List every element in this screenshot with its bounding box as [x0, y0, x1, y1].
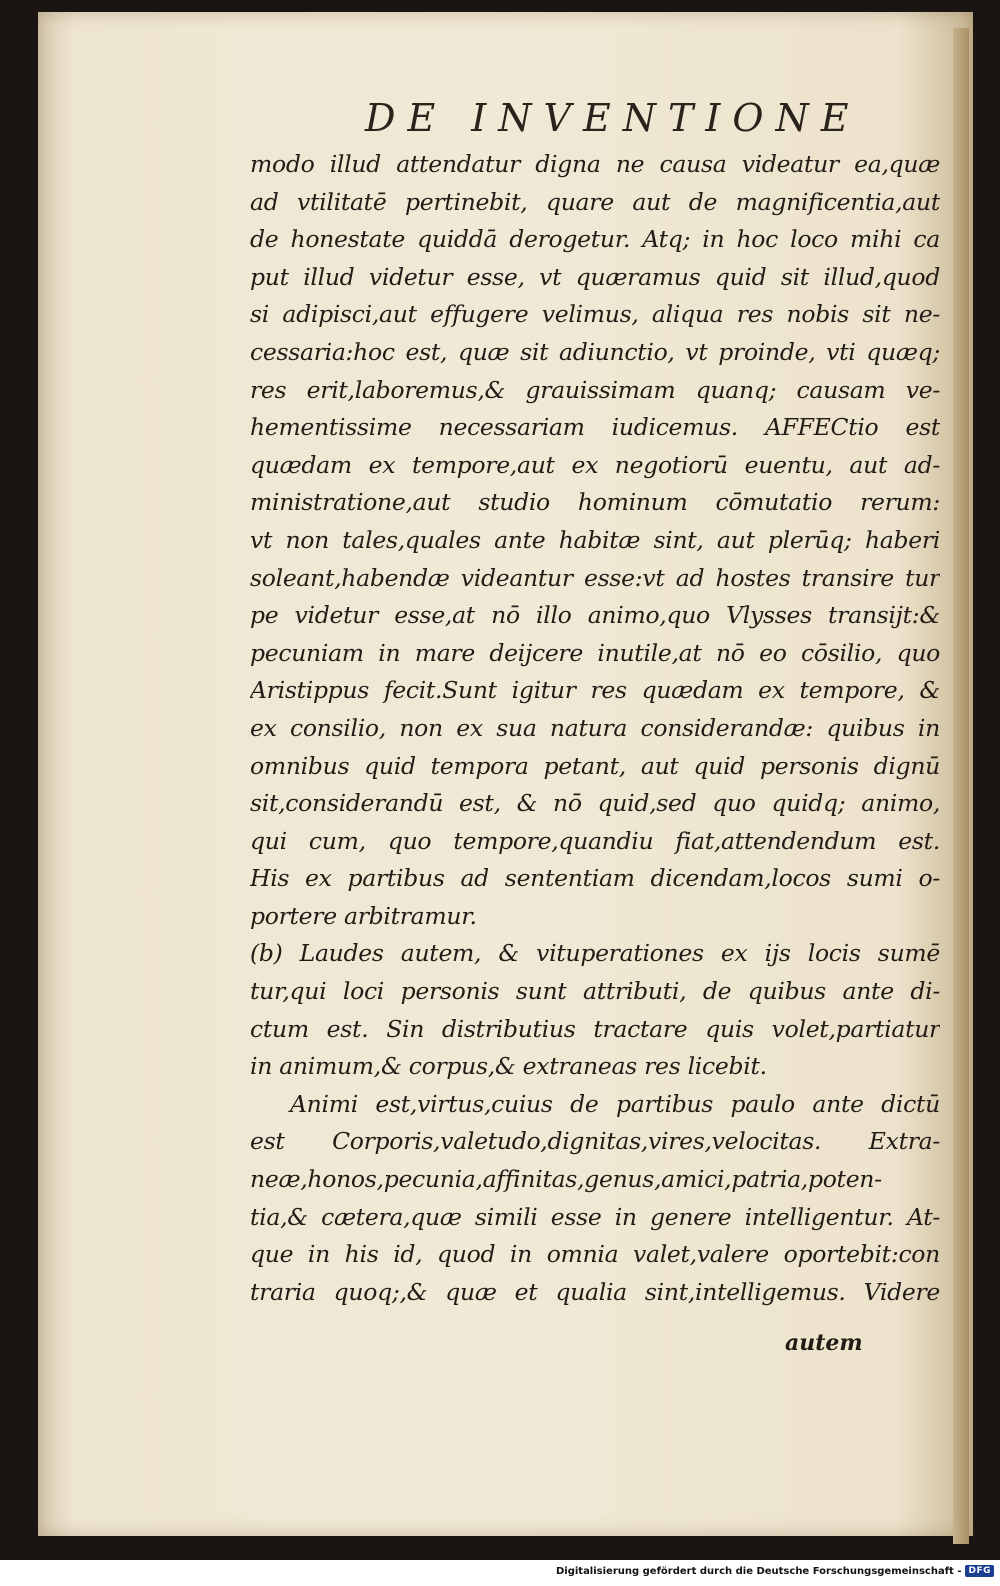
text-line: portere arbitramur. — [250, 901, 477, 930]
text-line: res erit,laboremus,& grauissimam quanq; causam ve- — [250, 375, 940, 404]
text-line: hementissime necessariam iudicemus. AFFECtio est — [250, 413, 940, 442]
text-line: Animi est,virtus,cuius de partibus paulo ante dictū — [290, 1089, 940, 1118]
text-line: pe videtur esse,at nō illo animo,quo Vlysses transijt:& — [250, 601, 940, 630]
text-line: omnibus quid tempora petant, aut quid personis dignū — [250, 751, 940, 780]
text-line: ctum est. Sin distributius tractare quis volet,partiatur — [250, 1014, 940, 1043]
text-line: de honestate quiddā derogetur. Atq; in hoc loco mihi ca — [250, 225, 940, 254]
text-line: cessaria:hoc est, quæ sit adiunctio, vt proinde, vti quæq; — [250, 337, 940, 366]
text-line: ex consilio, non ex sua natura considerandæ: quibus in — [250, 713, 940, 742]
text-line: tia,& cætera,quæ simili esse in genere intelligentur. At- — [250, 1202, 940, 1231]
text-line: sit,considerandū est, & nō quid,sed quo quidq; animo, — [250, 789, 940, 818]
page-edge — [953, 28, 969, 1544]
footer-text: Digitalisierung gefördert durch die Deutsche Forschungsgemeinschaft - — [555, 1565, 962, 1577]
text-line: traria quoq;,& quæ et qualia sint,intelligemus. Videre — [250, 1277, 940, 1306]
text-line: pecuniam in mare deijcere inutile,at nō eo cōsilio, quo — [250, 638, 940, 667]
text-line: His ex partibus ad sententiam dicendam,locos sumi o- — [250, 864, 940, 893]
text-line: vt non tales,quales ante habitæ sint, aut plerūq; haberi — [250, 525, 940, 554]
text-line: que in his id, quod in omnia valet,valere oportebit:con — [250, 1240, 940, 1269]
running-head: DE INVENTIONE — [365, 96, 861, 140]
text-line: est Corporis,valetudo,dignitas,vires,velocitas. Extra- — [250, 1127, 940, 1156]
digitization-footer — [556, 1562, 994, 1580]
text-line: (b) Laudes autem, & vituperationes ex ijs locis sumē — [250, 939, 940, 968]
catchword: autem — [785, 1330, 863, 1356]
text-line: ministratione,aut studio hominum cōmutatio rerum: — [250, 488, 940, 517]
text-line: tur,qui loci personis sunt attributi, de quibus ante di- — [250, 977, 940, 1006]
text-line: put illud videtur esse, vt quæramus quid sit illud,quod — [250, 262, 940, 291]
text-line: neæ,honos,pecunia,affinitas,genus,amici,patria,poten- — [250, 1165, 882, 1194]
text-line: si adipisci,aut effugere velimus, aliqua res nobis sit ne- — [250, 300, 940, 329]
text-line: soleant,habendæ videantur esse:vt ad hostes transire tur — [250, 563, 940, 592]
dfg-logo: DFG — [965, 1565, 994, 1577]
text-line: modo illud attendatur digna ne causa videatur ea,quæ — [250, 150, 940, 178]
text-line: Aristippus fecit.Sunt igitur res quædam ex tempore, & — [250, 676, 940, 705]
text-line: in animum,& corpus,& extraneas res licebit. — [250, 1052, 767, 1081]
text-line: quædam ex tempore,aut ex negotiorū euentu, aut ad- — [250, 450, 940, 479]
body-text — [250, 146, 940, 1311]
text-line: ad vtilitatē pertinebit, quare aut de magnificentia,aut — [250, 187, 940, 216]
text-line: qui cum, quo tempore,quandiu fiat,attendendum est. — [250, 826, 940, 855]
